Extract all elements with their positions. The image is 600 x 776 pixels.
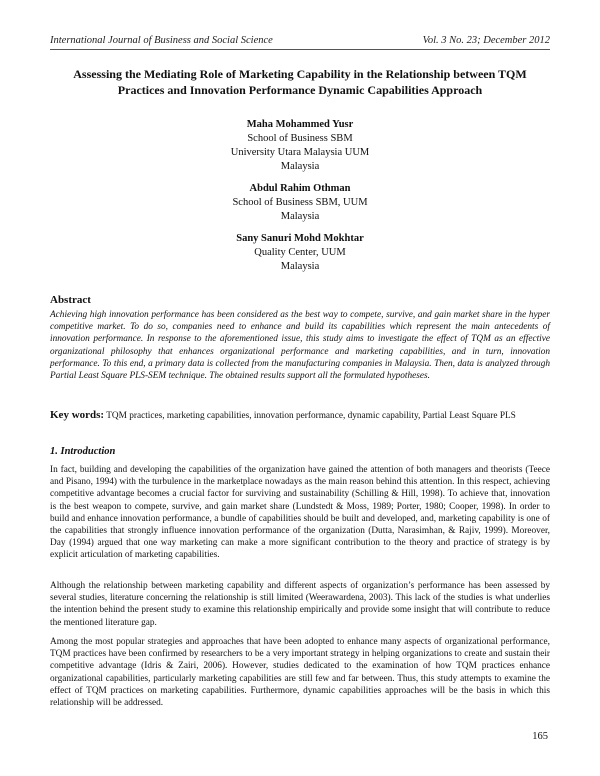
header-divider [50,49,550,50]
keywords [50,409,550,422]
abstract-text: Achieving high innovation performance has been considered as the best way to compete, survive, and gain market share in the hyper competitive market. To do so, companies need to enhance and build its capabilities which represent the main antecedents of innovation performance. In response to the aforementioned issue, this study aims to investigate the effect of TQM as an effective organizational philosophy that enhances organizational performance and marketing capabilities, and in turn, innovation performance. To this end, a primary data is collected from the manufacturing companies in Malaysia. Then, data is analyzed through Partial Least Square PLS-SEM technique. The obtained results support all the formulated hypotheses. [50,310,550,382]
author-1 [50,118,550,174]
author-name: Sany Sanuri Mohd Mokhtar [236,233,364,244]
author-affiliation: Quality Center, UUM [254,247,346,258]
author-country: Malaysia [280,211,320,222]
introduction-heading: 1. Introduction [50,446,116,457]
keywords-text: TQM practices, marketing capabilities, innovation performance, dynamic capability, Partial Least Square PLS [104,411,516,421]
intro-paragraph-3: Among the most popular strategies and approaches that have been adopted to enhance many aspects of organizational performance, TQM practices have been confirmed by researchers to be a very important strategy in helping organizations to create and sustain their competitive advantage (Idris & Zairi, 2006). However, studies dedicated to the examination of how TQM practices enhance organizational capabilities, particularly marketing capabilities are still few and far between. Thus, this study attempts to examine the effect of TQM practices on marketing capabilities. Furthermore, dynamic capabilities approaches will be the basis in which this relationship will be addressed. [50,637,550,709]
volume-info: Vol. 3 No. 23; December 2012 [422,35,550,46]
author-affiliation: School of Business SBM [247,133,353,144]
author-country: Malaysia [280,161,320,172]
journal-name: International Journal of Business and Social Science [50,35,273,46]
author-block [50,118,550,282]
running-header [50,35,550,46]
author-name: Maha Mohammed Yusr [246,119,354,130]
author-country: Malaysia [280,261,320,272]
intro-paragraph-1: In fact, building and developing the capabilities of the organization have gained the attention of both managers and theorists (Teece and Pisano, 1994) with the turbulence in the marketplace nowadays as the main reason behind this attention. In this respect, achieving competitive advantage becomes a crucial factor for surviving and sustainability (Schilling & Hill, 1998). To achieve that, innovation is the best weapon to compete, survive, and gain market share (Lundstedt & Moss, 1989; Porter, 1980; Cooper, 1998). In order to build and enhance innovation performance, a bundle of capabilities should be built and developed, and, marketing capability is one of the capabilities that strongly influence innovation performance of the organization (Dutta, Narasimhan, & Rajiv, 1999). Moreover, Day (1994) argued that one way marketing can make a more significant contribution to the theory and practice of strategy is by explicit articulation of marketing capabilities. [50,465,550,561]
author-2 [50,182,550,224]
author-affiliation: School of Business SBM, UUM [232,197,368,208]
intro-paragraph-2: Although the relationship between marketing capability and different aspects of organization’s performance has been assessed by several studies, literature concerning the relationship is still limited (Weerawardena, 2003). This lack of the studies is what underlies the intention behind the present study to examine this relationship empirically and provide some insight that will contribute to reduce the mentioned literature gap. [50,581,550,628]
page-number: 165 [532,731,548,742]
abstract-heading: Abstract [50,294,91,306]
author-affiliation: University Utara Malaysia UUM [230,147,370,158]
keywords-label: Key words: [50,409,105,421]
paper-title: Assessing the Mediating Role of Marketing Capability in the Relationship between TQM Practices and Innovation Performance Dynamic Capabilities Approach [73,67,527,97]
author-name: Abdul Rahim Othman [249,183,351,194]
author-3 [50,232,550,274]
